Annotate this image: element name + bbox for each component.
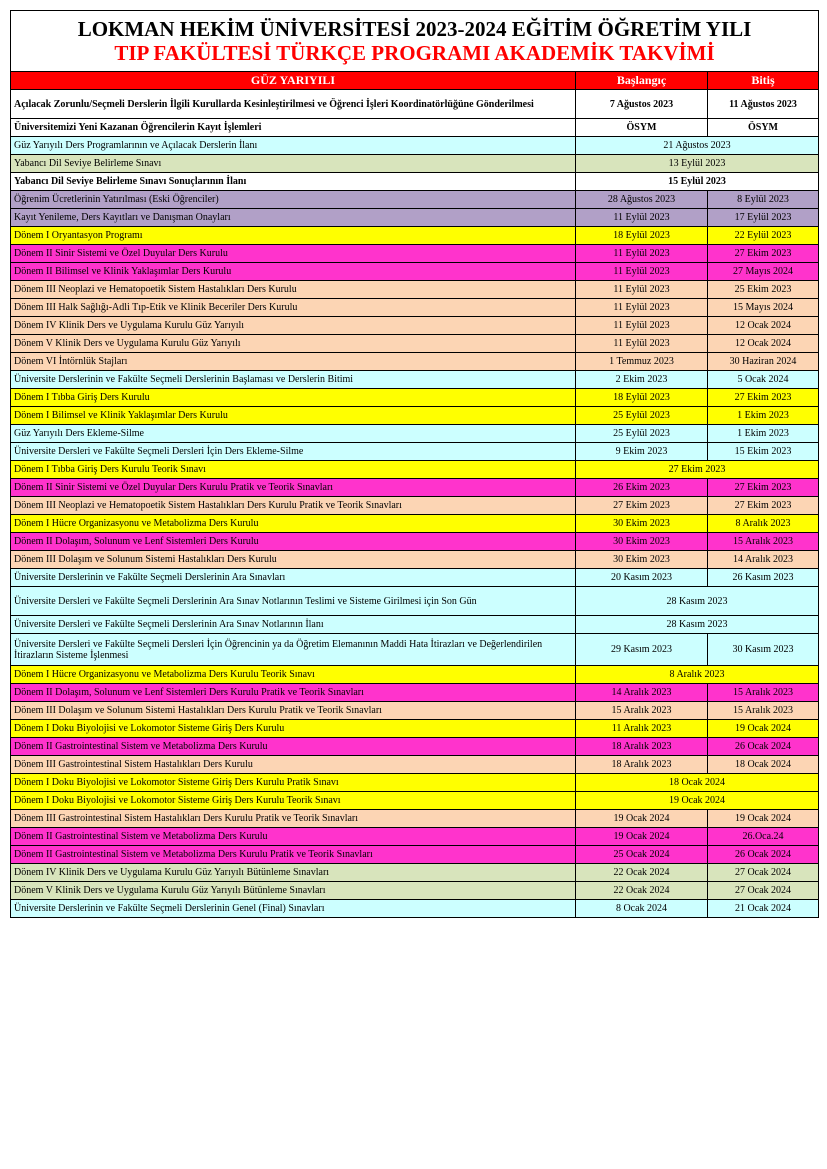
start-date-cell: 25 Ocak 2024 <box>576 846 708 864</box>
calendar-row <box>11 353 819 371</box>
title-row <box>11 11 819 72</box>
end-date-cell: 30 Haziran 2024 <box>708 353 819 371</box>
end-date-cell: 8 Aralık 2023 <box>708 515 819 533</box>
date-cell: 8 Aralık 2023 <box>576 666 819 684</box>
date-cell: 13 Eylül 2023 <box>576 155 819 173</box>
calendar-row <box>11 209 819 227</box>
date-cell: 27 Ekim 2023 <box>576 461 819 479</box>
end-date-cell: 15 Ekim 2023 <box>708 443 819 461</box>
start-date-cell: 7 Ağustos 2023 <box>576 90 708 119</box>
calendar-row <box>11 587 819 616</box>
end-date-cell: 27 Ekim 2023 <box>708 389 819 407</box>
activity-cell: Dönem V Klinik Ders ve Uygulama Kurulu Güz Yarıyılı Bütünleme Sınavları <box>11 882 576 900</box>
start-date-cell: 11 Eylül 2023 <box>576 335 708 353</box>
activity-cell: Dönem VI İntörnlük Stajları <box>11 353 576 371</box>
calendar-row <box>11 425 819 443</box>
end-date-cell: 27 Ekim 2023 <box>708 479 819 497</box>
calendar-row <box>11 245 819 263</box>
activity-cell: Dönem III Gastrointestinal Sistem Hastalıkları Ders Kurulu Pratik ve Teorik Sınavları <box>11 810 576 828</box>
calendar-row <box>11 702 819 720</box>
end-date-cell: 15 Aralık 2023 <box>708 533 819 551</box>
calendar-row <box>11 756 819 774</box>
activity-cell: Dönem III Neoplazi ve Hematopoetik Sistem Hastalıkları Ders Kurulu Pratik ve Teorik Sınavları <box>11 497 576 515</box>
start-date-cell: 18 Aralık 2023 <box>576 756 708 774</box>
calendar-row <box>11 900 819 918</box>
activity-cell: Dönem I Doku Biyolojisi ve Lokomotor Sisteme Giriş Ders Kurulu <box>11 720 576 738</box>
activity-cell: Güz Yarıyılı Ders Programlarının ve Açılacak Derslerin İlanı <box>11 137 576 155</box>
calendar-row <box>11 227 819 245</box>
calendar-row <box>11 720 819 738</box>
activity-cell: Dönem III Dolaşım ve Solunum Sistemi Hastalıkları Ders Kurulu Pratik ve Teorik Sınavları <box>11 702 576 720</box>
calendar-row <box>11 864 819 882</box>
end-date-cell: ÖSYM <box>708 119 819 137</box>
activity-cell: Dönem III Dolaşım ve Solunum Sistemi Hastalıkları Ders Kurulu <box>11 551 576 569</box>
start-date-cell: 15 Aralık 2023 <box>576 702 708 720</box>
calendar-row <box>11 533 819 551</box>
calendar-row <box>11 551 819 569</box>
start-date-cell: 26 Ekim 2023 <box>576 479 708 497</box>
start-date-cell: 28 Ağustos 2023 <box>576 191 708 209</box>
activity-cell: Dönem III Halk Sağlığı-Adli Tıp-Etik ve Klinik Beceriler Ders Kurulu <box>11 299 576 317</box>
date-cell: 19 Ocak 2024 <box>576 792 819 810</box>
calendar-row <box>11 515 819 533</box>
calendar-row <box>11 281 819 299</box>
calendar-body <box>11 11 819 918</box>
activity-cell: Dönem IV Klinik Ders ve Uygulama Kurulu Güz Yarıyılı Bütünleme Sınavları <box>11 864 576 882</box>
activity-cell: Üniversite Dersleri ve Fakülte Seçmeli Derslerinin Ara Sınav Notlarının İlanı <box>11 616 576 634</box>
start-date-cell: 20 Kasım 2023 <box>576 569 708 587</box>
activity-cell: Güz Yarıyılı Ders Ekleme-Silme <box>11 425 576 443</box>
start-date-cell: 27 Ekim 2023 <box>576 497 708 515</box>
start-date-cell: 19 Ocak 2024 <box>576 828 708 846</box>
date-cell: 28 Kasım 2023 <box>576 587 819 616</box>
end-date-cell: 27 Ocak 2024 <box>708 882 819 900</box>
end-date-cell: 18 Ocak 2024 <box>708 756 819 774</box>
start-date-cell: 11 Aralık 2023 <box>576 720 708 738</box>
calendar-row <box>11 666 819 684</box>
activity-cell: Dönem I Hücre Organizasyonu ve Metabolizma Ders Kurulu Teorik Sınavı <box>11 666 576 684</box>
activity-cell: Üniversite Dersleri ve Fakülte Seçmeli Dersleri İçin Öğrencinin ya da Öğretim Elemanının Maddi Hata İtirazları ve Değerlendirilen İtirazların Sisteme İşlenmesi <box>11 634 576 666</box>
start-date-cell: 30 Ekim 2023 <box>576 551 708 569</box>
activity-cell: Dönem I Tıbba Giriş Ders Kurulu <box>11 389 576 407</box>
end-date-cell: 27 Ekim 2023 <box>708 245 819 263</box>
calendar-row <box>11 461 819 479</box>
calendar-row <box>11 137 819 155</box>
calendar-row <box>11 774 819 792</box>
activity-cell: Dönem I Tıbba Giriş Ders Kurulu Teorik Sınavı <box>11 461 576 479</box>
calendar-row <box>11 810 819 828</box>
calendar-row <box>11 846 819 864</box>
activity-cell: Dönem IV Klinik Ders ve Uygulama Kurulu Güz Yarıyılı <box>11 317 576 335</box>
calendar-row <box>11 389 819 407</box>
start-date-cell: 1 Temmuz 2023 <box>576 353 708 371</box>
start-date-cell: 9 Ekim 2023 <box>576 443 708 461</box>
calendar-row <box>11 263 819 281</box>
end-date-cell: 1 Ekim 2023 <box>708 425 819 443</box>
activity-cell: Yabancı Dil Seviye Belirleme Sınavı <box>11 155 576 173</box>
end-date-cell: 14 Aralık 2023 <box>708 551 819 569</box>
start-date-cell: 11 Eylül 2023 <box>576 281 708 299</box>
page-subtitle: TIP FAKÜLTESİ TÜRKÇE PROGRAMI AKADEMİK TAKVİMİ <box>114 41 715 65</box>
start-date-cell: 25 Eylül 2023 <box>576 425 708 443</box>
calendar-row <box>11 90 819 119</box>
activity-cell: Üniversite Derslerinin ve Fakülte Seçmeli Derslerinin Ara Sınavları <box>11 569 576 587</box>
activity-cell: Dönem II Dolaşım, Solunum ve Lenf Sistemleri Ders Kurulu <box>11 533 576 551</box>
start-date-cell: 11 Eylül 2023 <box>576 263 708 281</box>
date-cell: 15 Eylül 2023 <box>576 173 819 191</box>
end-date-cell: 15 Mayıs 2024 <box>708 299 819 317</box>
start-date-cell: 19 Ocak 2024 <box>576 810 708 828</box>
activity-cell: Üniversite Dersleri ve Fakülte Seçmeli Dersleri İçin Ders Ekleme-Silme <box>11 443 576 461</box>
calendar-row <box>11 828 819 846</box>
end-date-cell: 25 Ekim 2023 <box>708 281 819 299</box>
activity-cell: Dönem III Neoplazi ve Hematopoetik Sistem Hastalıkları Ders Kurulu <box>11 281 576 299</box>
activity-cell: Üniversitemizi Yeni Kazanan Öğrencilerin Kayıt İşlemleri <box>11 119 576 137</box>
end-date-cell: 8 Eylül 2023 <box>708 191 819 209</box>
activity-cell: Dönem I Oryantasyon Programı <box>11 227 576 245</box>
activity-cell: Dönem II Gastrointestinal Sistem ve Metabolizma Ders Kurulu <box>11 738 576 756</box>
end-date-cell: 19 Ocak 2024 <box>708 720 819 738</box>
calendar-row <box>11 443 819 461</box>
activity-cell: Dönem II Gastrointestinal Sistem ve Metabolizma Ders Kurulu Pratik ve Teorik Sınavları <box>11 846 576 864</box>
calendar-row <box>11 497 819 515</box>
calendar-row <box>11 882 819 900</box>
calendar-row <box>11 299 819 317</box>
activity-cell: Dönem I Doku Biyolojisi ve Lokomotor Sisteme Giriş Ders Kurulu Pratik Sınavı <box>11 774 576 792</box>
end-date-cell: 26.Oca.24 <box>708 828 819 846</box>
calendar-row <box>11 792 819 810</box>
activity-cell: Dönem III Gastrointestinal Sistem Hastalıkları Ders Kurulu <box>11 756 576 774</box>
activity-cell: Açılacak Zorunlu/Seçmeli Derslerin İlgili Kurullarda Kesinleştirilmesi ve Öğrenci İşleri Koordinatörlüğüne Gönderilmesi <box>11 90 576 119</box>
end-date-cell: 27 Mayıs 2024 <box>708 263 819 281</box>
end-date-cell: 12 Ocak 2024 <box>708 317 819 335</box>
calendar-row <box>11 407 819 425</box>
calendar-row <box>11 684 819 702</box>
end-date-cell: 26 Ocak 2024 <box>708 846 819 864</box>
end-date-cell: 27 Ekim 2023 <box>708 497 819 515</box>
end-date-cell: 1 Ekim 2023 <box>708 407 819 425</box>
calendar-row <box>11 371 819 389</box>
end-date-cell: 26 Kasım 2023 <box>708 569 819 587</box>
end-date-cell: 17 Eylül 2023 <box>708 209 819 227</box>
start-date-cell: 14 Aralık 2023 <box>576 684 708 702</box>
end-date-cell: 22 Eylül 2023 <box>708 227 819 245</box>
start-date-cell: 22 Ocak 2024 <box>576 864 708 882</box>
end-date-cell: 26 Ocak 2024 <box>708 738 819 756</box>
calendar-row <box>11 191 819 209</box>
start-date-cell: 18 Eylül 2023 <box>576 227 708 245</box>
start-date-cell: 11 Eylül 2023 <box>576 299 708 317</box>
end-date-cell: 15 Aralık 2023 <box>708 702 819 720</box>
activity-cell: Üniversite Derslerinin ve Fakülte Seçmeli Derslerinin Başlaması ve Derslerin Bitimi <box>11 371 576 389</box>
end-date-cell: 21 Ocak 2024 <box>708 900 819 918</box>
calendar-row <box>11 317 819 335</box>
end-date-cell: 11 Ağustos 2023 <box>708 90 819 119</box>
activity-cell: Dönem I Doku Biyolojisi ve Lokomotor Sisteme Giriş Ders Kurulu Teorik Sınavı <box>11 792 576 810</box>
start-date-cell: 11 Eylül 2023 <box>576 245 708 263</box>
activity-cell: Dönem II Dolaşım, Solunum ve Lenf Sistemleri Ders Kurulu Pratik ve Teorik Sınavları <box>11 684 576 702</box>
start-date-cell: 8 Ocak 2024 <box>576 900 708 918</box>
activity-cell: Dönem II Sinir Sistemi ve Özel Duyular Ders Kurulu Pratik ve Teorik Sınavları <box>11 479 576 497</box>
calendar-row <box>11 119 819 137</box>
start-date-cell: 22 Ocak 2024 <box>576 882 708 900</box>
date-cell: 21 Ağustos 2023 <box>576 137 819 155</box>
start-date-cell: 11 Eylül 2023 <box>576 317 708 335</box>
start-date-cell: 18 Aralık 2023 <box>576 738 708 756</box>
calendar-row <box>11 155 819 173</box>
start-date-cell: 18 Eylül 2023 <box>576 389 708 407</box>
end-date-cell: 12 Ocak 2024 <box>708 335 819 353</box>
activity-cell: Dönem II Sinir Sistemi ve Özel Duyular Ders Kurulu <box>11 245 576 263</box>
end-date-cell: 27 Ocak 2024 <box>708 864 819 882</box>
end-date-cell: 30 Kasım 2023 <box>708 634 819 666</box>
header-row <box>11 72 819 90</box>
date-cell: 28 Kasım 2023 <box>576 616 819 634</box>
calendar-row <box>11 616 819 634</box>
start-date-cell: 29 Kasım 2023 <box>576 634 708 666</box>
start-date-cell: 30 Ekim 2023 <box>576 533 708 551</box>
start-date-cell: 11 Eylül 2023 <box>576 209 708 227</box>
calendar-row <box>11 173 819 191</box>
start-date-cell: 25 Eylül 2023 <box>576 407 708 425</box>
academic-calendar-table <box>10 10 819 918</box>
activity-cell: Dönem I Bilimsel ve Klinik Yaklaşımlar Ders Kurulu <box>11 407 576 425</box>
activity-cell: Yabancı Dil Seviye Belirleme Sınavı Sonuçlarının İlanı <box>11 173 576 191</box>
header-end: Bitiş <box>708 72 819 90</box>
date-cell: 18 Ocak 2024 <box>576 774 819 792</box>
activity-cell: Öğrenim Ücretlerinin Yatırılması (Eski Öğrenciler) <box>11 191 576 209</box>
end-date-cell: 15 Aralık 2023 <box>708 684 819 702</box>
activity-cell: Dönem II Gastrointestinal Sistem ve Metabolizma Ders Kurulu <box>11 828 576 846</box>
calendar-row <box>11 479 819 497</box>
start-date-cell: 30 Ekim 2023 <box>576 515 708 533</box>
page-title: LOKMAN HEKİM ÜNİVERSİTESİ 2023-2024 EĞİTİM ÖĞRETİM YILI <box>77 17 752 41</box>
header-term: GÜZ YARIYILI <box>11 72 576 90</box>
calendar-row <box>11 335 819 353</box>
activity-cell: Dönem V Klinik Ders ve Uygulama Kurulu Güz Yarıyılı <box>11 335 576 353</box>
calendar-row <box>11 569 819 587</box>
start-date-cell: 2 Ekim 2023 <box>576 371 708 389</box>
calendar-row <box>11 634 819 666</box>
title-cell <box>11 11 819 72</box>
start-date-cell: ÖSYM <box>576 119 708 137</box>
end-date-cell: 5 Ocak 2024 <box>708 371 819 389</box>
header-start: Başlangıç <box>576 72 708 90</box>
activity-cell: Üniversite Dersleri ve Fakülte Seçmeli Derslerinin Ara Sınav Notlarının Teslimi ve Sisteme Girilmesi için Son Gün <box>11 587 576 616</box>
activity-cell: Kayıt Yenileme, Ders Kayıtları ve Danışman Onayları <box>11 209 576 227</box>
activity-cell: Dönem I Hücre Organizasyonu ve Metabolizma Ders Kurulu <box>11 515 576 533</box>
end-date-cell: 19 Ocak 2024 <box>708 810 819 828</box>
activity-cell: Üniversite Derslerinin ve Fakülte Seçmeli Derslerinin Genel (Final) Sınavları <box>11 900 576 918</box>
activity-cell: Dönem II Bilimsel ve Klinik Yaklaşımlar Ders Kurulu <box>11 263 576 281</box>
calendar-row <box>11 738 819 756</box>
